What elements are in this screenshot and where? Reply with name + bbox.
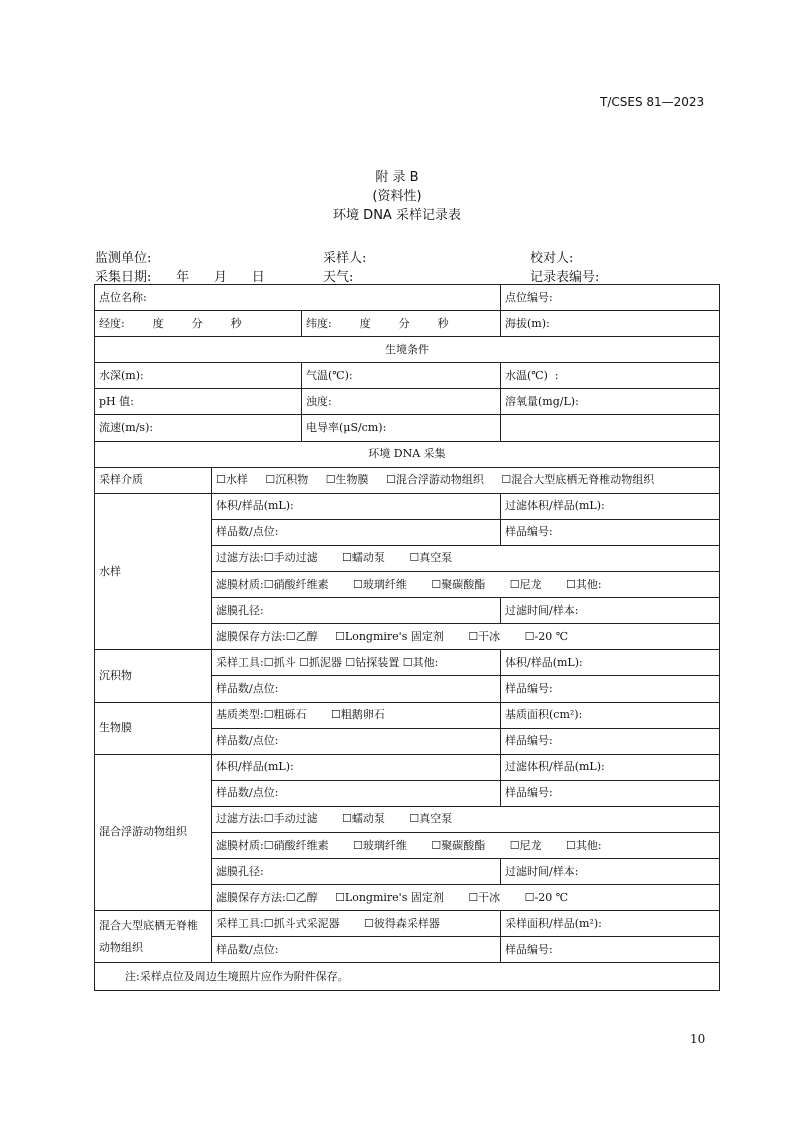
table-row xyxy=(95,467,720,493)
water-filter-method-cell: 过滤方法:☐手动过滤 ☐蠕动泵 ☐真空泵 xyxy=(212,545,720,571)
edna-section-header: 环境 DNA 采集 xyxy=(95,441,720,467)
water-sample-number-cell: 样品编号: xyxy=(501,519,720,545)
medium-options: ☐水样 ☐沉积物 ☐生物膜 ☐混合浮游动物组织 ☐混合大型底栖无脊椎动物组织 xyxy=(212,467,720,493)
table-row xyxy=(95,493,720,519)
page-number: 10 xyxy=(690,1032,706,1046)
water-filtered-volume-cell: 过滤体积/样品(mL): xyxy=(501,493,720,519)
sediment-tool-cell: 采样工具:☐抓斗 ☐抓泥器 ☐钻探装置 ☐其他: xyxy=(212,650,501,676)
edna-record-table xyxy=(94,284,720,991)
table-row xyxy=(95,911,720,937)
site-code-cell: 点位编号: xyxy=(501,285,720,311)
medium-label: 采样介质 xyxy=(95,467,212,493)
table-row xyxy=(95,441,720,467)
table-row xyxy=(95,389,720,415)
water-sample-count-cell: 样品数/点位: xyxy=(212,519,501,545)
plankton-filtered-volume-cell: 过滤体积/样品(mL): xyxy=(501,754,720,780)
dissolved-oxygen-cell: 溶氧量(mg/L): xyxy=(501,389,720,415)
empty-cell xyxy=(501,415,720,441)
appendix-title: 附 录 B xyxy=(375,170,419,185)
sediment-label: 沉积物 xyxy=(95,650,212,702)
water-filter-material-cell: 滤膜材质:☐硝酸纤维素 ☐玻璃纤维 ☐聚碳酸酯 ☐尼龙 ☐其他: xyxy=(212,572,720,598)
flow-velocity-cell: 流速(m/s): xyxy=(95,415,302,441)
table-row xyxy=(95,650,720,676)
water-preservation-cell: 滤膜保存方法:☐乙醇 ☐Longmire's 固定剂 ☐干冰 ☐-20 ℃ xyxy=(212,624,720,650)
air-temperature-cell: 气温(℃): xyxy=(302,363,501,389)
table-row xyxy=(95,363,720,389)
site-name-cell: 点位名称: xyxy=(95,285,501,311)
turbidity-cell: 浊度: xyxy=(302,389,501,415)
weather-field: 天气: xyxy=(323,270,354,285)
benthic-area-cell: 采样面积/样品(m²): xyxy=(501,911,720,937)
sampler-field: 采样人: xyxy=(323,251,367,266)
biofilm-sample-count-cell: 样品数/点位: xyxy=(212,728,501,754)
footnote: 注:采样点位及周边生境照片应作为附件保存。 xyxy=(95,963,720,991)
plankton-sample-count-cell: 样品数/点位: xyxy=(212,780,501,806)
conductivity-cell: 电导率(μS/cm): xyxy=(302,415,501,441)
plankton-filter-time-cell: 过滤时间/样本: xyxy=(501,859,720,885)
ph-cell: pH 值: xyxy=(95,389,302,415)
water-depth-cell: 水深(m): xyxy=(95,363,302,389)
plankton-sample-number-cell: 样品编号: xyxy=(501,780,720,806)
plankton-volume-cell: 体积/样品(mL): xyxy=(212,754,501,780)
table-row xyxy=(95,702,720,728)
biofilm-substrate-cell: 基质类型:☐粗砾石 ☐粗鹅卵石 xyxy=(212,702,501,728)
sediment-sample-number-cell: 样品编号: xyxy=(501,676,720,702)
water-temperature-cell: 水温(℃) : xyxy=(501,363,720,389)
biofilm-label: 生物膜 xyxy=(95,702,212,754)
table-row xyxy=(95,754,720,780)
appendix-nature: (资料性) xyxy=(372,189,422,204)
form-title: 环境 DNA 采样记录表 xyxy=(333,208,461,223)
table-row xyxy=(95,415,720,441)
standard-code: T/CSES 81—2023 xyxy=(600,95,705,109)
plankton-preservation-cell: 滤膜保存方法:☐乙醇 ☐Longmire's 固定剂 ☐干冰 ☐-20 ℃ xyxy=(212,885,720,911)
water-volume-cell: 体积/样品(mL): xyxy=(212,493,501,519)
benthic-tool-cell: 采样工具:☐抓斗式采泥器 ☐彼得森采样器 xyxy=(212,911,501,937)
biofilm-area-cell: 基质面积(cm²): xyxy=(501,702,720,728)
longitude-cell: 经度: 度 分 秒 xyxy=(95,311,302,337)
plankton-pore-size-cell: 滤膜孔径: xyxy=(212,859,501,885)
sediment-volume-cell: 体积/样品(mL): xyxy=(501,650,720,676)
altitude-cell: 海拔(m): xyxy=(501,311,720,337)
monitoring-unit-field: 监测单位: xyxy=(95,251,152,266)
sediment-sample-count-cell: 样品数/点位: xyxy=(212,676,501,702)
table-row xyxy=(95,963,720,991)
habitat-section-header: 生境条件 xyxy=(95,337,720,363)
water-pore-size-cell: 滤膜孔径: xyxy=(212,598,501,624)
plankton-filter-material-cell: 滤膜材质:☐硝酸纤维素 ☐玻璃纤维 ☐聚碳酸酯 ☐尼龙 ☐其他: xyxy=(212,832,720,858)
water-sample-label: 水样 xyxy=(95,493,212,650)
table-row xyxy=(95,337,720,363)
plankton-label: 混合浮游动物组织 xyxy=(95,754,212,911)
plankton-filter-method-cell: 过滤方法:☐手动过滤 ☐蠕动泵 ☐真空泵 xyxy=(212,806,720,832)
record-number-field: 记录表编号: xyxy=(530,270,600,285)
checker-field: 校对人: xyxy=(530,251,574,266)
biofilm-sample-number-cell: 样品编号: xyxy=(501,728,720,754)
benthic-sample-count-cell: 样品数/点位: xyxy=(212,937,501,963)
water-filter-time-cell: 过滤时间/样本: xyxy=(501,598,720,624)
benthic-sample-number-cell: 样品编号: xyxy=(501,937,720,963)
benthic-label: 混合大型底栖无脊椎动物组织 xyxy=(95,911,212,963)
table-row xyxy=(95,285,720,311)
latitude-cell: 纬度: 度 分 秒 xyxy=(302,311,501,337)
collection-date-field: 采集日期: 年 月 日 xyxy=(95,270,265,285)
table-row xyxy=(95,311,720,337)
